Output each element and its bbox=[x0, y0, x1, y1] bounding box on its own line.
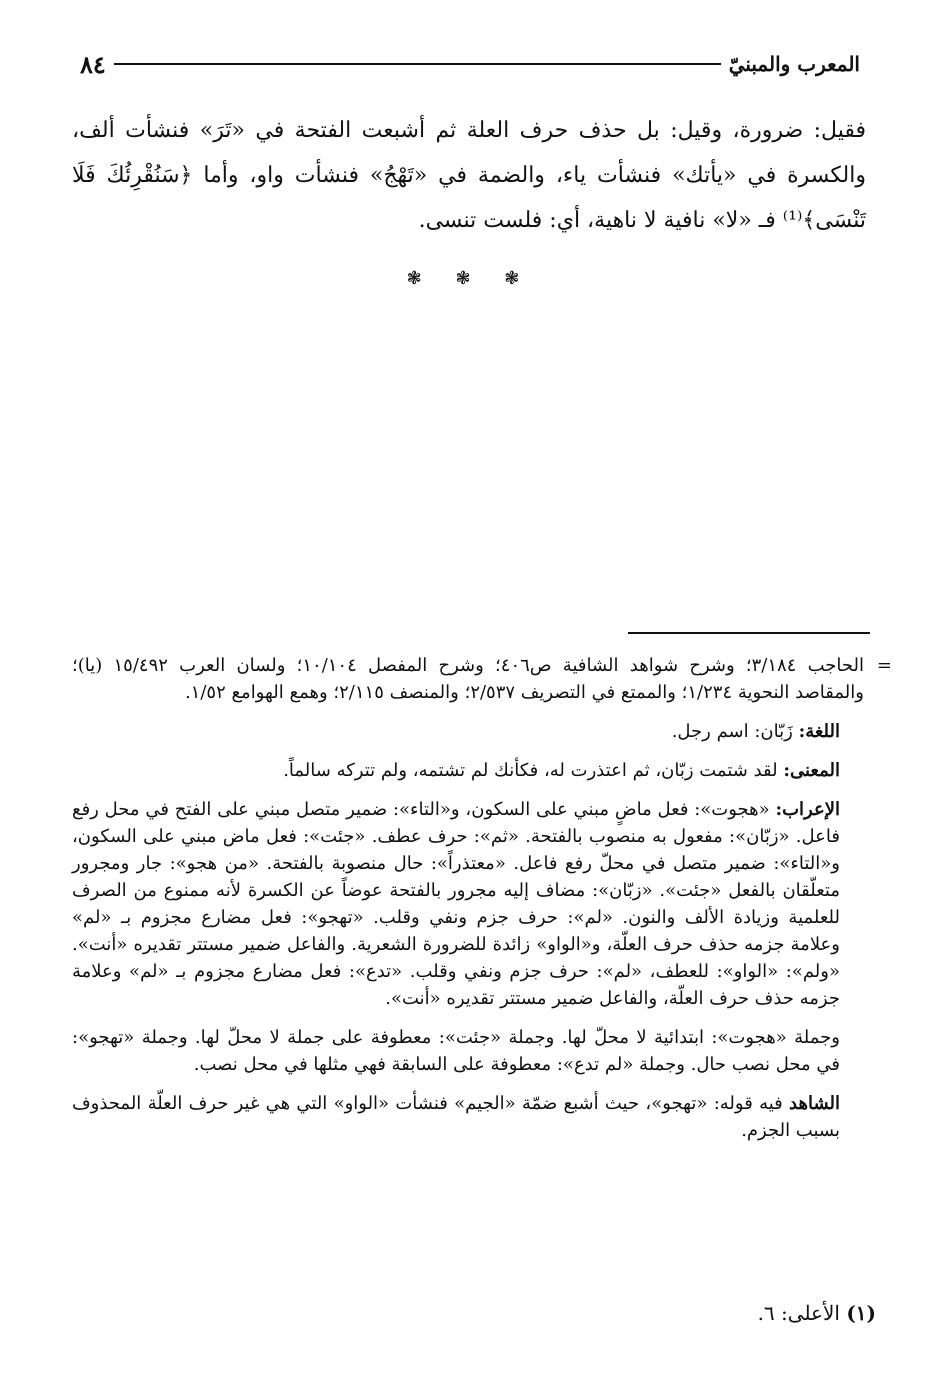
footnote-irab bbox=[72, 796, 882, 1012]
footnote-shahid bbox=[72, 1090, 882, 1144]
footnote-1-text: الأعلى: ٦. bbox=[757, 1301, 847, 1325]
maana-text: لقد شتمت زبّان، ثم اعتذرت له، فكأنك لم تشتمه، ولم تتركه سالماً. bbox=[283, 760, 784, 781]
footnote-1 bbox=[758, 1298, 876, 1328]
footnote-lugha bbox=[72, 718, 882, 745]
footnote-1-marker: (١) bbox=[846, 1301, 876, 1325]
section-separator: ❃ ❃ ❃ bbox=[406, 268, 534, 289]
references-text: الحاجب ٣/١٨٤؛ وشرح شواهد الشافية ص٤٠٦؛ وشرح المفصل ١٠/١٠٤؛ ولسان العرب ١٥/٤٩٢ (يا)؛ والمقاصد النحوية ١/٢٣٤؛ والممتع في التصريف ٢/٥٣٧؛ والمنصف ٢/١١٥؛ وهمع الهوامع ١/٥٢. bbox=[72, 655, 865, 703]
page-number: ٨٤ bbox=[80, 49, 106, 79]
footnote-rule bbox=[628, 632, 870, 634]
body-paragraph: فقيل: ضرورة، وقيل: بل حذف حرف العلة ثم أشبعت الفتحة في «تَرَ» فنشأت ألف، والكسرة في «يأتك» فنشأت ياء، والضمة في «تَهْجُ» فنشأت واو، وأما ﴿سَنُقْرِئُكَ فَلَا تَنْسَى﴾⁽¹⁾ فـ «لا» نافية لا ناهية، أي: فلست تنسى. bbox=[72, 118, 866, 233]
header-rule bbox=[114, 63, 721, 65]
footnote-references bbox=[72, 652, 892, 706]
lugha-text: زَبّان: اسم رجل. bbox=[671, 721, 799, 742]
irab-label: الإعراب: bbox=[775, 799, 840, 820]
maana-label: المعنى: bbox=[783, 760, 840, 781]
lugha-label: اللغة: bbox=[798, 721, 840, 742]
footnote-jumal: وجملة «هجوت»: ابتدائية لا محلّ لها. وجملة «جئت»: معطوفة على جملة لا محلّ لها. وجملة «تهجو»: في محل نصب حال. وجملة «لم تدع»: معطوفة على السابقة فهي مثلها في محل نصب. bbox=[72, 1027, 840, 1075]
continuation-mark: = bbox=[876, 655, 892, 676]
shahid-label: الشاهد bbox=[789, 1093, 840, 1114]
irab-text: «هجوت»: فعل ماضٍ مبني على السكون، و«التاء»: ضمير متصل مبني على الفتح في محل رفع فاعل. «زبّان»: مفعول به منصوب بالفتحة. «ثم»: حرف عطف. «جئت»: فعل ماض مبني على السكون، و«التاء»: ضمير متصل في محلّ رفع فاعل. «معتذراً»: حال منصوبة بالفتحة. «من هجو»: جار ومجرور متعلّقان بالفعل «جئت». «زبّان»: مضاف إليه مجرور بالفتحة عوضاً عن الكسرة لأنه ممنوع من الصرف للعلمية وزيادة الألف والنون. «لم»: حرف جزم ونفي وقلب. «تهجو»: فعل مضارع مجزوم بـ «لم» وعلامة جزمه حذف حرف العلّة، و«الواو» زائدة للضرورة الشعرية. والفاعل ضمير مستتر تقديره «أنت». «ولم»: «الواو»: للعطف، «لم»: حرف جزم ونفي وقلب. «تدع»: فعل مضارع مجزوم بـ «لم» وعلامة جزمه حذف حرف العلّة، والفاعل ضمير مستتر تقديره «أنت». bbox=[72, 799, 840, 1009]
running-title: المعرب والمبنيّ bbox=[728, 52, 860, 76]
main-text bbox=[72, 108, 866, 243]
shahid-text: فيه قوله: «تهجو»، حيث أشبع ضمّة «الجيم» فنشأت «الواو» التي هي غير حرف العلّة المحذوف بسبب الجزم. bbox=[72, 1093, 840, 1141]
footnotes bbox=[72, 652, 892, 1156]
page-header bbox=[80, 44, 860, 84]
footnote-maana bbox=[72, 757, 882, 784]
